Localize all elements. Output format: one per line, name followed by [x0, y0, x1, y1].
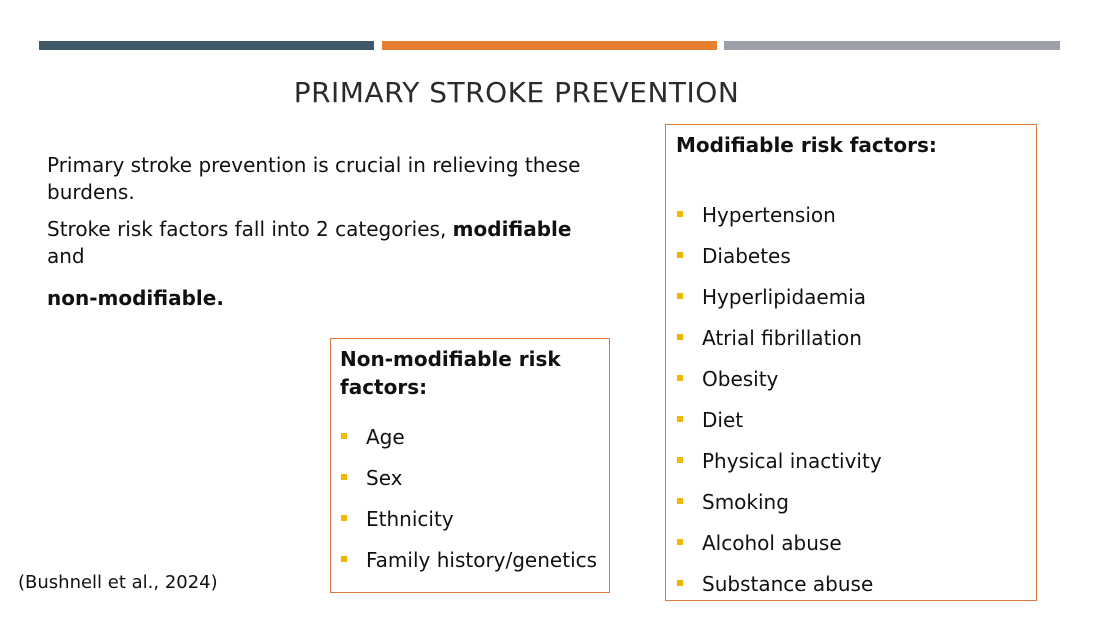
modifiable-item — [676, 408, 1026, 449]
modifiable-item-label: Physical inactivity — [702, 449, 882, 473]
bullet-square-icon — [341, 515, 347, 521]
modifiable-item — [676, 449, 1026, 490]
bullet-square-icon — [341, 556, 347, 562]
modifiable-item-label: Alcohol abuse — [702, 531, 842, 555]
citation: (Bushnell et al., 2024) — [18, 572, 218, 593]
modifiable-item — [676, 285, 1026, 326]
modifiable-item — [676, 572, 1026, 613]
modifiable-box — [665, 124, 1037, 601]
intro-p2-suffix: and — [47, 244, 85, 268]
modifiable-item — [676, 531, 1026, 572]
non-modifiable-item — [340, 548, 599, 589]
header-bar-orange — [382, 41, 717, 50]
intro-paragraph-2 — [47, 216, 607, 270]
modifiable-item-label: Substance abuse — [702, 572, 874, 596]
modifiable-item — [676, 203, 1026, 244]
modifiable-item — [676, 326, 1026, 367]
bullet-square-icon — [677, 375, 683, 381]
slide-title: PRIMARY STROKE PREVENTION — [293, 76, 740, 109]
intro-p2-prefix: Stroke risk factors fall into 2 categories, — [47, 217, 453, 241]
modifiable-item-label: Obesity — [702, 367, 779, 391]
modifiable-item-label: Hyperlipidaemia — [702, 285, 867, 309]
modifiable-item-label: Atrial fibrillation — [702, 326, 862, 350]
bullet-square-icon — [341, 474, 347, 480]
bullet-square-icon — [677, 211, 683, 217]
bullet-square-icon — [677, 457, 683, 463]
intro-p3-bold: non-modifiable. — [47, 286, 224, 310]
non-modifiable-item-label: Family history/genetics — [366, 548, 598, 572]
bullet-square-icon — [341, 433, 347, 439]
non-modifiable-item-label: Age — [366, 425, 405, 449]
bullet-square-icon — [677, 498, 683, 504]
bullet-square-icon — [677, 293, 683, 299]
non-modifiable-heading: Non-modifiable risk factors: — [340, 347, 561, 399]
non-modifiable-item — [340, 507, 599, 548]
non-modifiable-item — [340, 466, 599, 507]
header-bar-blue — [39, 41, 374, 50]
modifiable-item-label: Diet — [702, 408, 744, 432]
non-modifiable-list — [340, 425, 599, 589]
bullet-square-icon — [677, 580, 683, 586]
modifiable-item — [676, 244, 1026, 285]
intro-paragraph-1: Primary stroke prevention is crucial in relieving these burdens. — [47, 153, 581, 204]
intro-text — [47, 152, 607, 312]
non-modifiable-item-label: Ethnicity — [366, 507, 454, 531]
header-bar-gray — [724, 41, 1060, 50]
bullet-square-icon — [677, 539, 683, 545]
bullet-square-icon — [677, 252, 683, 258]
modifiable-item — [676, 490, 1026, 531]
non-modifiable-item-label: Sex — [366, 466, 403, 490]
intro-paragraph-3 — [47, 285, 607, 312]
modifiable-item-label: Diabetes — [702, 244, 791, 268]
non-modifiable-item — [340, 425, 599, 466]
bullet-square-icon — [677, 334, 683, 340]
bullet-square-icon — [677, 416, 683, 422]
modifiable-item-label: Hypertension — [702, 203, 836, 227]
intro-p2-bold: modifiable — [452, 217, 572, 241]
modifiable-list — [676, 203, 1026, 613]
modifiable-item — [676, 367, 1026, 408]
modifiable-heading: Modifiable risk factors: — [676, 133, 937, 157]
non-modifiable-box — [330, 338, 610, 593]
modifiable-item-label: Smoking — [702, 490, 789, 514]
